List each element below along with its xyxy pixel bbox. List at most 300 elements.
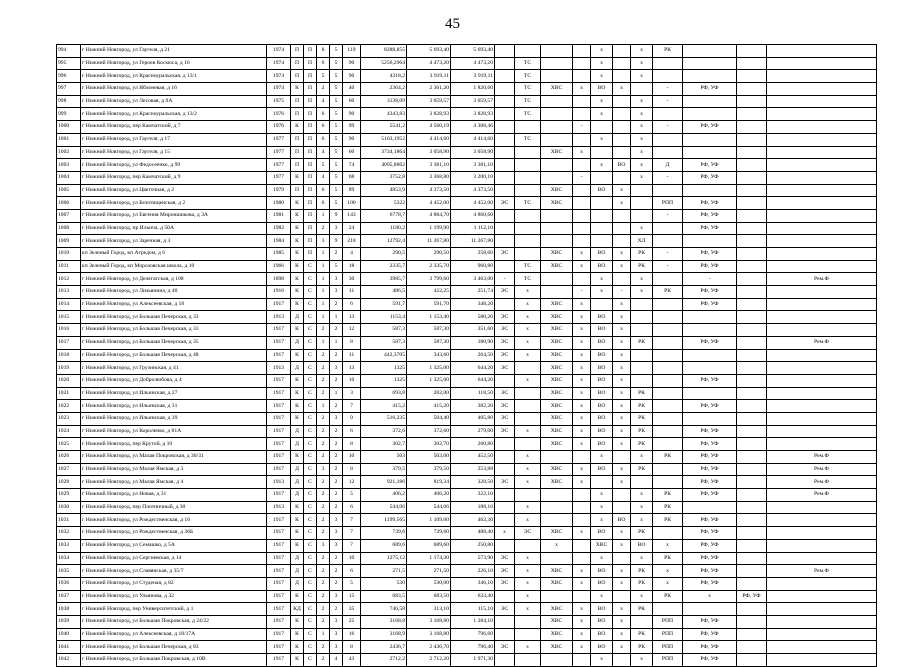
table-cell: г Нижний Новгород, ул Большая Печерская, д 35 xyxy=(81,336,267,349)
table-cell: - xyxy=(573,171,591,184)
table-cell xyxy=(653,184,683,197)
table-cell xyxy=(737,387,767,400)
table-cell: x xyxy=(515,603,541,616)
table-cell: РФ, УФ xyxy=(683,641,737,654)
table-cell: 1034 xyxy=(57,552,81,565)
table-cell: 12 xyxy=(343,324,361,337)
table-cell: К xyxy=(291,197,304,210)
table-cell: 3 381,10 xyxy=(407,159,451,172)
table-cell: 2 xyxy=(330,451,343,464)
table-cell: 1966 xyxy=(267,260,291,273)
table-cell: Д xyxy=(291,577,304,590)
table-row xyxy=(57,463,877,476)
table-cell xyxy=(613,209,631,222)
table-cell: 1029 xyxy=(57,489,81,502)
table-cell: ХВС xyxy=(541,349,573,362)
table-cell xyxy=(737,70,767,83)
table-cell: ХВС xyxy=(541,248,573,261)
table-cell: x xyxy=(573,425,591,438)
table-cell: 5 xyxy=(330,133,343,146)
table-cell: 587,3 xyxy=(361,336,407,349)
table-cell: РФ, УФ xyxy=(683,222,737,235)
table-cell: x xyxy=(573,260,591,273)
table-cell: x xyxy=(631,222,653,235)
table-cell: 6 xyxy=(317,133,330,146)
housing-register-table xyxy=(56,44,877,667)
table-cell xyxy=(653,476,683,489)
table-cell xyxy=(495,159,515,172)
table-cell: 3 xyxy=(330,412,343,425)
table-cell: 3985,7 xyxy=(361,273,407,286)
table-cell: 5 xyxy=(330,57,343,70)
table-cell xyxy=(613,654,631,667)
table-cell: 5 xyxy=(330,159,343,172)
table-cell: 2 xyxy=(330,298,343,311)
table-cell: ВО xyxy=(591,577,613,590)
table-row xyxy=(57,641,877,654)
table-cell xyxy=(631,184,653,197)
table-cell: x xyxy=(591,552,613,565)
table-cell: П xyxy=(304,146,317,159)
table-cell: 251,74 xyxy=(451,286,495,299)
table-row xyxy=(57,286,877,299)
table-cell xyxy=(541,95,573,108)
table-cell xyxy=(767,374,877,387)
table-cell: x xyxy=(591,95,613,108)
table-cell: 9 xyxy=(330,209,343,222)
table-cell xyxy=(767,412,877,425)
table-cell: РПП xyxy=(653,615,683,628)
table-cell xyxy=(573,514,591,527)
table-cell: 1153,4 xyxy=(361,311,407,324)
table-cell xyxy=(653,57,683,70)
table-cell: 379,5 xyxy=(361,463,407,476)
table-row xyxy=(57,476,877,489)
table-cell: 2 xyxy=(317,489,330,502)
table-cell: П xyxy=(304,159,317,172)
table-cell xyxy=(495,121,515,134)
table-cell: г Нижний Новгород, ул Красноуральская, д 13/1 xyxy=(81,70,267,83)
table-cell: 5 xyxy=(330,146,343,159)
table-cell xyxy=(767,527,877,540)
table-cell: С xyxy=(304,476,317,489)
table-cell: 998 xyxy=(57,95,81,108)
table-cell: ХВС xyxy=(541,463,573,476)
table-cell: 486,5 xyxy=(361,286,407,299)
table-cell: 2 xyxy=(317,222,330,235)
table-cell: - xyxy=(653,95,683,108)
table-cell xyxy=(767,286,877,299)
table-cell: РК xyxy=(653,514,683,527)
table-cell: 5 xyxy=(317,159,330,172)
table-cell xyxy=(767,197,877,210)
table-cell: 1006 xyxy=(57,197,81,210)
table-row xyxy=(57,514,877,527)
table-cell xyxy=(737,222,767,235)
table-cell: ВО xyxy=(591,83,613,96)
table-cell: 1917 xyxy=(267,463,291,476)
table-cell: К xyxy=(291,260,304,273)
table-cell: г Нижний Новгород, ул Сергиевская, д 14 xyxy=(81,552,267,565)
table-cell: РПП xyxy=(653,197,683,210)
table-row xyxy=(57,133,877,146)
table-cell: 1977 xyxy=(267,146,291,159)
table-cell: 2364,2 xyxy=(361,83,407,96)
table-row xyxy=(57,197,877,210)
table-cell: П xyxy=(291,57,304,70)
table-cell: РФ, УФ xyxy=(683,438,737,451)
table-cell xyxy=(683,70,737,83)
table-cell: Д xyxy=(291,425,304,438)
table-cell: ВО xyxy=(613,514,631,527)
table-cell: 1974 xyxy=(267,83,291,96)
table-cell: 1917 xyxy=(267,577,291,590)
table-row xyxy=(57,539,877,552)
table-cell: ВО xyxy=(591,324,613,337)
table-cell: 921,186 xyxy=(361,476,407,489)
table-cell: 2 xyxy=(317,514,330,527)
table-cell xyxy=(495,133,515,146)
table-cell: ЭС xyxy=(495,311,515,324)
table-cell: 260,80 xyxy=(451,438,495,451)
table-cell: x xyxy=(591,654,613,667)
table-cell: 4 308,46 xyxy=(451,121,495,134)
table-row xyxy=(57,501,877,514)
table-cell: x xyxy=(515,514,541,527)
table-cell: x xyxy=(495,527,515,540)
table-cell: x xyxy=(573,628,591,641)
table-cell: 1005 xyxy=(57,184,81,197)
table-cell: 3 368,80 xyxy=(407,171,451,184)
table-cell xyxy=(767,298,877,311)
table-cell: 1 xyxy=(317,286,330,299)
table-cell: 218 xyxy=(343,235,361,248)
table-cell xyxy=(653,222,683,235)
table-cell: 1977 xyxy=(267,133,291,146)
table-cell: 279,00 xyxy=(451,425,495,438)
table-cell: г Нижний Новгород, ул Малая Ямская, д 3 xyxy=(81,463,267,476)
table-cell: 1917 xyxy=(267,412,291,425)
table-cell: 1 112,10 xyxy=(451,222,495,235)
table-cell: 1019 xyxy=(57,362,81,375)
table-cell: 683,50 xyxy=(407,590,451,603)
table-cell: РК xyxy=(653,552,683,565)
table-cell: 379,50 xyxy=(407,463,451,476)
table-cell xyxy=(541,70,573,83)
table-cell: РФ, УФ xyxy=(683,615,737,628)
table-cell: x xyxy=(573,400,591,413)
table-cell: 43 xyxy=(343,654,361,667)
table-cell: 1009 xyxy=(57,235,81,248)
table-cell: ХВС xyxy=(541,615,573,628)
table-cell: 18 xyxy=(343,260,361,273)
table-cell: Д xyxy=(291,463,304,476)
table-cell: 530,00 xyxy=(407,577,451,590)
table-cell xyxy=(495,146,515,159)
table-cell: x xyxy=(591,590,613,603)
table-cell xyxy=(541,286,573,299)
table-row xyxy=(57,387,877,400)
table-cell xyxy=(541,590,573,603)
table-cell xyxy=(541,552,573,565)
table-cell: г Нижний Новгород, ул Ильинская, д 27 xyxy=(81,387,267,400)
table-cell: РК xyxy=(631,641,653,654)
table-cell xyxy=(767,171,877,184)
table-cell: 503,00 xyxy=(407,451,451,464)
table-cell: x xyxy=(515,286,541,299)
table-cell: П xyxy=(304,121,317,134)
table-cell: 5 xyxy=(330,260,343,273)
table-cell xyxy=(767,501,877,514)
table-cell: ВО xyxy=(591,425,613,438)
table-cell: г Нижний Новгород, ул Славянская, д 35/7 xyxy=(81,565,267,578)
table-cell: x xyxy=(573,603,591,616)
table-cell: РФ, УФ xyxy=(683,159,737,172)
table-cell xyxy=(613,45,631,58)
table-cell: 1000 xyxy=(57,121,81,134)
table-cell: 3 058,90 xyxy=(407,146,451,159)
table-cell: 7 xyxy=(343,539,361,552)
table-cell: 1917 xyxy=(267,438,291,451)
table-cell: 1917 xyxy=(267,336,291,349)
table-cell: ХВС xyxy=(541,425,573,438)
table-cell: 90 xyxy=(343,70,361,83)
table-cell: г Нижний Новгород, пер Плотничный, д 30 xyxy=(81,501,267,514)
table-cell: 415,2 xyxy=(361,400,407,413)
table-cell: 2 xyxy=(317,425,330,438)
table-cell xyxy=(613,146,631,159)
table-cell: x xyxy=(573,311,591,324)
table-cell: ВО xyxy=(591,615,613,628)
table-cell: С xyxy=(304,615,317,628)
table-cell xyxy=(591,171,613,184)
table-cell: г Нижний Новгород, ул Рождественская, д 16 xyxy=(81,514,267,527)
table-cell: ЭС xyxy=(495,603,515,616)
table-cell xyxy=(613,501,631,514)
table-cell xyxy=(653,463,683,476)
table-cell: 264,50 xyxy=(451,349,495,362)
table-cell: РФ, УФ xyxy=(683,463,737,476)
table-cell: 2 xyxy=(317,552,330,565)
table-cell xyxy=(737,489,767,502)
table-cell: К xyxy=(291,400,304,413)
table-cell: x xyxy=(613,400,631,413)
table-cell: РК xyxy=(631,425,653,438)
table-cell xyxy=(737,527,767,540)
table-cell: 11 xyxy=(343,286,361,299)
table-cell: 406,2 xyxy=(361,489,407,502)
table-cell: 2 xyxy=(330,463,343,476)
table-cell: 1010 xyxy=(57,248,81,261)
table-row xyxy=(57,362,877,375)
table-cell xyxy=(613,121,631,134)
table-cell xyxy=(737,362,767,375)
table-cell: РК xyxy=(653,451,683,464)
table-cell: 1325 xyxy=(361,374,407,387)
table-cell: 1916 xyxy=(267,286,291,299)
table-cell: 1917 xyxy=(267,324,291,337)
table-cell xyxy=(573,539,591,552)
table-cell xyxy=(737,197,767,210)
table-cell: ВО xyxy=(591,311,613,324)
table-cell: 1917 xyxy=(267,451,291,464)
table-cell xyxy=(737,273,767,286)
table-cell: 3 381,10 xyxy=(451,159,495,172)
table-cell: 3 xyxy=(330,615,343,628)
table-cell: 3 xyxy=(343,387,361,400)
table-cell: 2 xyxy=(317,349,330,362)
table-cell: x xyxy=(515,476,541,489)
table-cell: 3 059,57 xyxy=(451,95,495,108)
table-cell: г Нижний Новгород, ул Алексеевская, д 18/17А xyxy=(81,628,267,641)
table-cell: 60 xyxy=(343,95,361,108)
table-cell: Д xyxy=(291,552,304,565)
table-cell xyxy=(737,298,767,311)
table-cell: 591,70 xyxy=(407,298,451,311)
table-cell: 250,80 xyxy=(451,539,495,552)
table-cell: x xyxy=(573,362,591,375)
table-cell: Д xyxy=(291,489,304,502)
table-cell: 13 xyxy=(343,311,361,324)
table-cell xyxy=(573,489,591,502)
table-cell: К xyxy=(291,324,304,337)
table-cell: 346,10 xyxy=(451,577,495,590)
table-row xyxy=(57,121,877,134)
table-cell: РК xyxy=(631,248,653,261)
table-cell: ХВС xyxy=(541,362,573,375)
table-cell xyxy=(495,45,515,58)
table-cell xyxy=(631,349,653,362)
table-cell: x xyxy=(515,565,541,578)
table-cell: г Нижний Новгород, ул Красноуральская, д 13/2 xyxy=(81,108,267,121)
table-cell: ЭС xyxy=(495,286,515,299)
table-cell xyxy=(613,552,631,565)
table-cell: К xyxy=(291,590,304,603)
table-cell xyxy=(573,590,591,603)
table-cell: РК xyxy=(631,527,653,540)
table-cell: 3752,8 xyxy=(361,171,407,184)
table-cell: ВО xyxy=(591,603,613,616)
table-cell: 8 xyxy=(343,641,361,654)
table-cell: 348,20 xyxy=(451,298,495,311)
table-cell: 3 xyxy=(317,235,330,248)
table-cell: 372,6 xyxy=(361,425,407,438)
table-cell: РФ, УФ xyxy=(683,514,737,527)
table-cell: 4 473,20 xyxy=(451,57,495,70)
table-cell xyxy=(631,615,653,628)
table-cell: 504,40 xyxy=(407,412,451,425)
table-cell: ХВС xyxy=(541,336,573,349)
table-cell: 5 xyxy=(317,70,330,83)
table-cell xyxy=(767,70,877,83)
table-cell: 633,40 xyxy=(451,590,495,603)
table-cell: 6 xyxy=(317,108,330,121)
table-cell: 290,5 xyxy=(361,248,407,261)
table-cell xyxy=(631,197,653,210)
table-cell: x xyxy=(515,590,541,603)
table-cell: С xyxy=(304,514,317,527)
table-cell: x xyxy=(573,298,591,311)
table-cell: 4095,8862 xyxy=(361,159,407,172)
table-cell: x xyxy=(631,121,653,134)
table-cell: г Нижний Новгород, ул Алексеевская, д 18 xyxy=(81,298,267,311)
table-cell: 351,60 xyxy=(451,324,495,337)
table-cell: г Нижний Новгород, ул Большая Печерская, д 48 xyxy=(81,349,267,362)
table-cell: ХВС xyxy=(541,476,573,489)
table-cell xyxy=(591,476,613,489)
table-cell: 1917 xyxy=(267,298,291,311)
table-cell: РК xyxy=(631,438,653,451)
table-cell: ВО xyxy=(631,539,653,552)
table-cell: г Нижний Новгород, ул Героев Космоса, д 16 xyxy=(81,57,267,70)
table-cell: 1017 xyxy=(57,336,81,349)
table-cell: ЭС xyxy=(495,425,515,438)
table-cell: 1982 xyxy=(267,222,291,235)
table-cell: 1 xyxy=(317,273,330,286)
table-cell: ХВС xyxy=(541,184,573,197)
table-cell: Рем.Ф xyxy=(767,565,877,578)
table-cell: x xyxy=(573,565,591,578)
table-cell xyxy=(767,311,877,324)
table-cell: x xyxy=(573,641,591,654)
table-cell: ХВС xyxy=(541,324,573,337)
table-cell: РФ, УФ xyxy=(683,565,737,578)
table-cell xyxy=(515,248,541,261)
table-cell xyxy=(495,235,515,248)
table-cell: С xyxy=(304,552,317,565)
table-cell: ВО xyxy=(591,527,613,540)
table-cell xyxy=(737,57,767,70)
table-cell xyxy=(767,121,877,134)
table-row xyxy=(57,590,877,603)
table-cell: 405,80 xyxy=(451,412,495,425)
table-cell: П xyxy=(304,108,317,121)
table-cell xyxy=(495,57,515,70)
table-cell: 5322 xyxy=(361,197,407,210)
table-cell: РПП xyxy=(653,628,683,641)
table-cell: Д xyxy=(291,311,304,324)
table-cell: г Нижний Новгород, ул Лизьянина, д 40 xyxy=(81,286,267,299)
table-cell: 2 712,20 xyxy=(407,654,451,667)
table-cell: 118,50 xyxy=(451,387,495,400)
table-cell xyxy=(573,45,591,58)
table-cell: 1038 xyxy=(57,603,81,616)
table-cell: С xyxy=(304,451,317,464)
table-cell xyxy=(767,425,877,438)
table-cell: 328,50 xyxy=(451,476,495,489)
table-cell xyxy=(495,615,515,628)
table-cell: К xyxy=(291,539,304,552)
table-cell: С xyxy=(304,603,317,616)
table-cell xyxy=(653,387,683,400)
table-cell: x xyxy=(613,387,631,400)
table-cell: г Нижний Новгород, ул Грузинская, д 41 xyxy=(81,362,267,375)
table-cell: 3 xyxy=(330,539,343,552)
table-cell xyxy=(737,539,767,552)
table-cell: 2 xyxy=(330,552,343,565)
table-cell: ЭС xyxy=(495,400,515,413)
table-cell: К xyxy=(291,273,304,286)
table-cell: С xyxy=(304,438,317,451)
table-cell: 644,20 xyxy=(451,374,495,387)
table-cell: 587,30 xyxy=(407,324,451,337)
table-cell: С xyxy=(304,374,317,387)
table-cell: РК xyxy=(653,489,683,502)
table-cell xyxy=(737,476,767,489)
table-cell: 1014 xyxy=(57,298,81,311)
table-cell xyxy=(737,501,767,514)
table-cell: x xyxy=(631,108,653,121)
